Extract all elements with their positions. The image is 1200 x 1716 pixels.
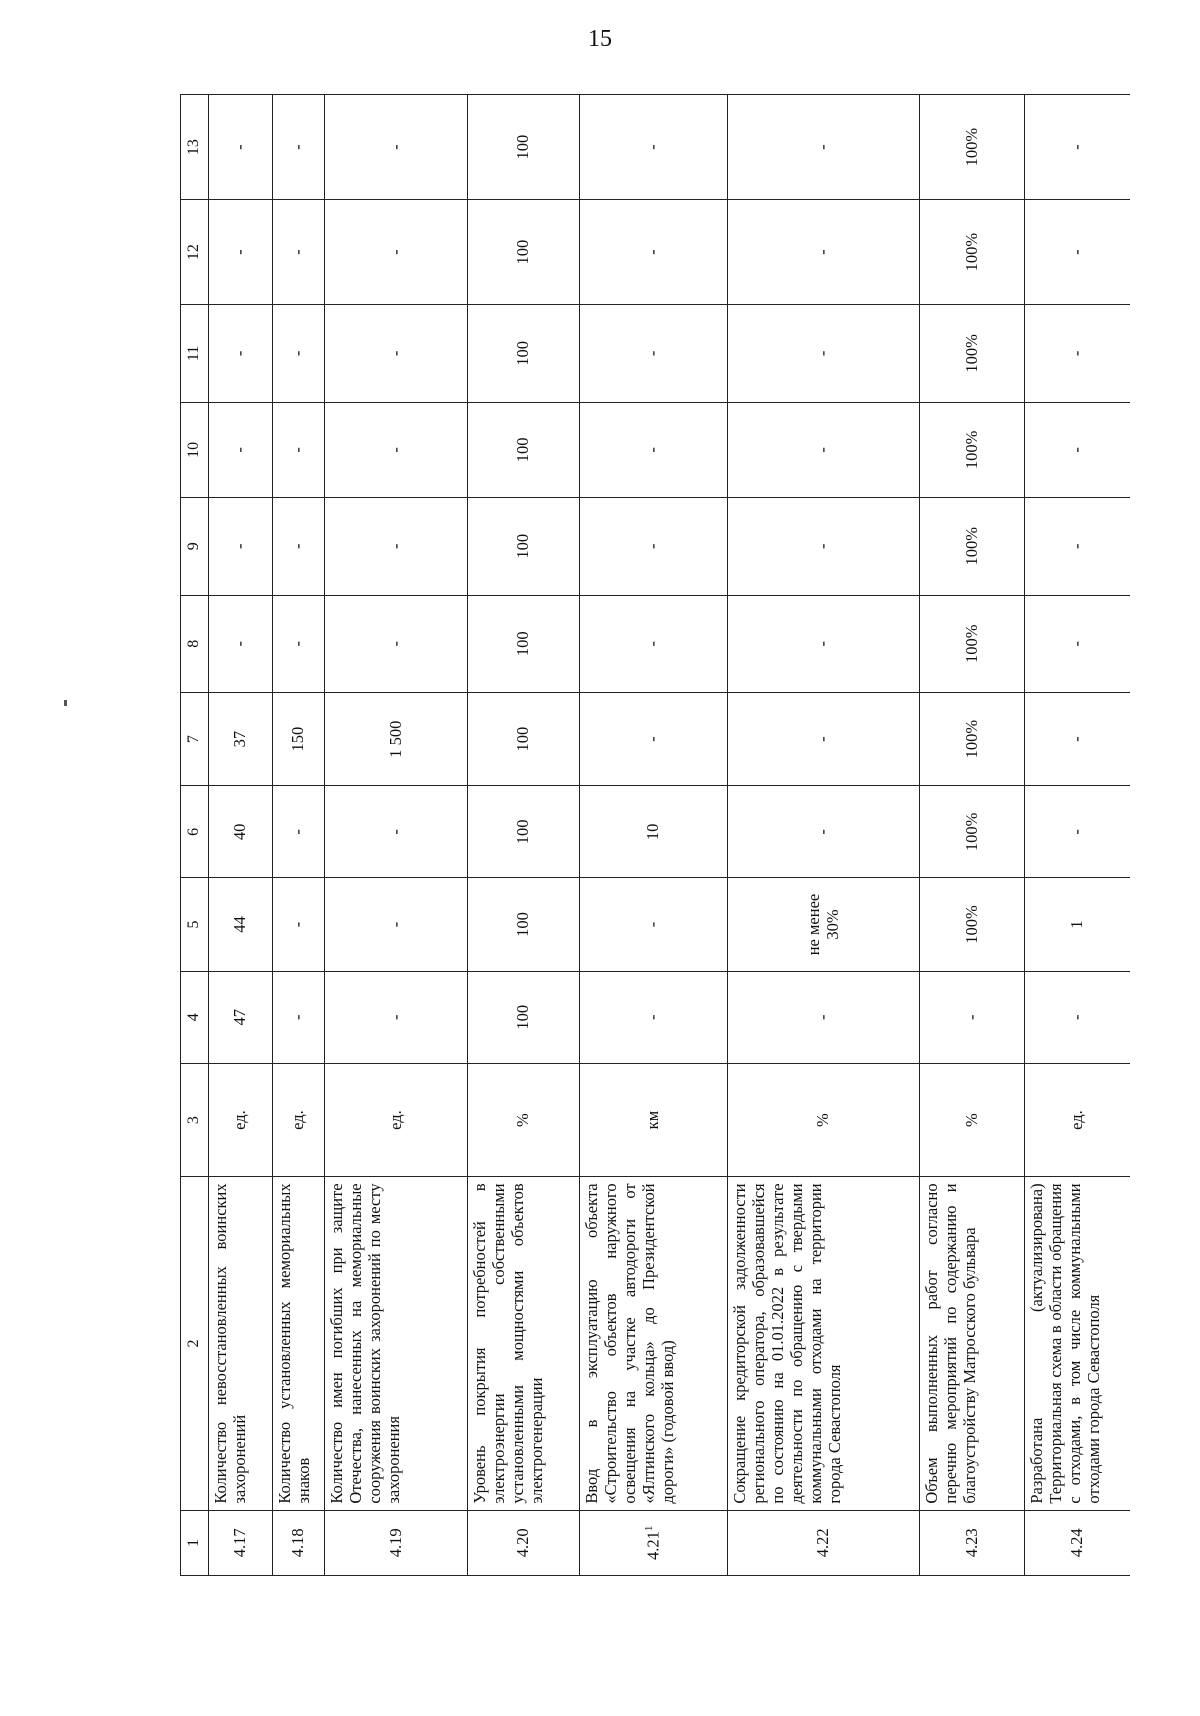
row-number xyxy=(1025,1510,1131,1575)
value-cell: 100 xyxy=(468,595,580,693)
value-cell: 44 xyxy=(209,878,273,971)
value-cell: - xyxy=(580,498,728,596)
value-cell: - xyxy=(325,971,468,1063)
value-cell: 100 xyxy=(468,305,580,403)
value-cell: 100% xyxy=(920,402,1025,497)
header-cell: 1 xyxy=(181,1510,209,1575)
row-number xyxy=(728,1510,920,1575)
table-row xyxy=(920,95,1025,1576)
value-cell: - xyxy=(728,693,920,786)
value-cell: 1 xyxy=(1025,878,1131,971)
indicator-description: Ввод в эксплуатацию объекта «Строительство объектов наружного освещения на участке автодороги от «Ялтинского кольца» до Президентской дороги» (годовой ввод) xyxy=(580,1177,728,1510)
value-cell: - xyxy=(325,786,468,878)
value-cell: 37 xyxy=(209,693,273,786)
row-number-text: 4.21 xyxy=(643,1531,663,1561)
row-number-text: 4.19 xyxy=(385,1528,405,1558)
row-number-text: 4.17 xyxy=(230,1528,250,1558)
value-cell: 47 xyxy=(209,971,273,1063)
value-cell: - xyxy=(209,498,273,596)
value-cell: 100% xyxy=(920,200,1025,305)
header-cell: 2 xyxy=(181,1177,209,1510)
header-cell: 3 xyxy=(181,1063,209,1177)
unit-cell: ед. xyxy=(1025,1063,1131,1177)
value-cell: - xyxy=(728,971,920,1063)
value-cell: - xyxy=(273,786,325,878)
row-number xyxy=(920,1510,1025,1575)
value-cell: - xyxy=(1025,95,1131,200)
value-cell: 100% xyxy=(920,95,1025,200)
row-number-text: 4.18 xyxy=(288,1528,308,1558)
value-cell: - xyxy=(325,402,468,497)
table-header-row xyxy=(181,95,209,1576)
value-cell: - xyxy=(273,95,325,200)
value-cell: - xyxy=(1025,200,1131,305)
value-cell: - xyxy=(273,498,325,596)
value-cell: - xyxy=(1025,786,1131,878)
value-cell: 100 xyxy=(468,786,580,878)
value-cell: - xyxy=(325,595,468,693)
value-cell: - xyxy=(325,95,468,200)
footnote-mark: 1 xyxy=(643,1525,656,1532)
header-cell: 9 xyxy=(181,498,209,596)
row-number xyxy=(209,1510,273,1575)
value-cell: 100 xyxy=(468,95,580,200)
header-cell: 6 xyxy=(181,786,209,878)
table-row xyxy=(580,95,728,1576)
value-cell: - xyxy=(273,200,325,305)
value-cell: - xyxy=(325,305,468,403)
indicator-description: Количество имен погибших при защите Отечества, нанесенных на мемориальные сооружения воинских захоронений по месту захоронения xyxy=(325,1177,468,1510)
value-cell: 100 xyxy=(468,200,580,305)
header-cell: 7 xyxy=(181,693,209,786)
value-cell: - xyxy=(728,200,920,305)
value-cell: - xyxy=(580,595,728,693)
value-cell: 100% xyxy=(920,595,1025,693)
value-cell: 150 xyxy=(273,693,325,786)
value-cell: - xyxy=(325,200,468,305)
value-cell: - xyxy=(920,971,1025,1063)
value-cell: 100 xyxy=(468,693,580,786)
value-cell: - xyxy=(209,595,273,693)
header-cell: 11 xyxy=(181,305,209,403)
value-cell: - xyxy=(728,595,920,693)
indicator-description: Разработана (актуализирована) Территориальная схема в области обращения с отходами, в том числе коммунальными отходами города Севастополя xyxy=(1025,1177,1131,1510)
rotated-table-container xyxy=(180,94,1130,1576)
value-cell: - xyxy=(209,305,273,403)
value-cell: 100% xyxy=(920,786,1025,878)
value-cell: - xyxy=(209,200,273,305)
scan-mark xyxy=(64,700,67,706)
value-cell: 10 xyxy=(580,786,728,878)
value-cell: - xyxy=(325,878,468,971)
value-cell: - xyxy=(1025,305,1131,403)
table-row xyxy=(468,95,580,1576)
value-cell: - xyxy=(728,95,920,200)
row-number-text: 4.20 xyxy=(513,1528,533,1558)
header-cell: 4 xyxy=(181,971,209,1063)
value-cell: - xyxy=(273,305,325,403)
header-cell: 13 xyxy=(181,95,209,200)
value-cell: 100% xyxy=(920,878,1025,971)
indicators-table xyxy=(180,94,1130,1576)
header-cell: 5 xyxy=(181,878,209,971)
value-cell: - xyxy=(273,595,325,693)
page-number: 15 xyxy=(588,26,612,52)
row-number-text: 4.23 xyxy=(961,1528,981,1558)
value-cell: 100% xyxy=(920,305,1025,403)
value-cell: - xyxy=(273,402,325,497)
indicator-description: Уровень покрытия потребностей в электроэнергии собственными установленными мощностями объектов электрогенерации xyxy=(468,1177,580,1510)
value-cell: - xyxy=(580,402,728,497)
value-cell: - xyxy=(580,200,728,305)
table-row xyxy=(325,95,468,1576)
row-number-text: 4.22 xyxy=(813,1528,833,1558)
value-cell: - xyxy=(209,95,273,200)
value-cell: 100 xyxy=(468,971,580,1063)
value-cell: - xyxy=(325,498,468,596)
value-cell: - xyxy=(1025,595,1131,693)
unit-cell: ед. xyxy=(325,1063,468,1177)
value-cell: - xyxy=(1025,498,1131,596)
header-cell: 12 xyxy=(181,200,209,305)
value-cell: - xyxy=(1025,402,1131,497)
table-row xyxy=(273,95,325,1576)
unit-cell: ед. xyxy=(209,1063,273,1177)
unit-cell: % xyxy=(920,1063,1025,1177)
row-number xyxy=(468,1510,580,1575)
value-cell: - xyxy=(580,95,728,200)
value-cell: - xyxy=(273,971,325,1063)
value-cell: - xyxy=(580,971,728,1063)
unit-cell: % xyxy=(468,1063,580,1177)
value-cell: - xyxy=(1025,971,1131,1063)
value-cell: 40 xyxy=(209,786,273,878)
row-number xyxy=(273,1510,325,1575)
header-cell: 10 xyxy=(181,402,209,497)
value-cell: - xyxy=(273,878,325,971)
indicator-description: Количество установленных мемориальных знаков xyxy=(273,1177,325,1510)
value-cell: - xyxy=(580,305,728,403)
value-cell: 100 xyxy=(468,498,580,596)
indicator-description: Сокращение кредиторской задолженности регионального оператора, образовавшейся по состоянию на 01.01.2022 в результате деятельности по обращению с твердыми коммунальными отходами на территории города Севастополя xyxy=(728,1177,920,1510)
table-row xyxy=(209,95,273,1576)
unit-cell: % xyxy=(728,1063,920,1177)
value-cell: - xyxy=(580,878,728,971)
value-cell: - xyxy=(728,402,920,497)
row-number xyxy=(325,1510,468,1575)
value-cell: 100% xyxy=(920,498,1025,596)
value-cell: - xyxy=(209,402,273,497)
value-cell: 1 500 xyxy=(325,693,468,786)
value-cell: - xyxy=(580,693,728,786)
value-cell: - xyxy=(1025,693,1131,786)
table-row xyxy=(728,95,920,1576)
value-cell: - xyxy=(728,498,920,596)
value-cell: 100 xyxy=(468,878,580,971)
value-cell: - xyxy=(728,305,920,403)
header-cell: 8 xyxy=(181,595,209,693)
value-cell: 100 xyxy=(468,402,580,497)
value-cell: - xyxy=(728,786,920,878)
row-number-text: 4.24 xyxy=(1067,1528,1087,1558)
table-row xyxy=(1025,95,1131,1576)
row-number xyxy=(580,1510,728,1575)
indicator-description: Объем выполненных работ согласно перечню мероприятий по содержанию и благоустройству Матросского бульвара xyxy=(920,1177,1025,1510)
unit-cell: ед. xyxy=(273,1063,325,1177)
value-cell: не менее 30% xyxy=(728,878,920,971)
indicator-description: Количество невосстановленных воинских захоронений xyxy=(209,1177,273,1510)
unit-cell: км xyxy=(580,1063,728,1177)
value-cell: 100% xyxy=(920,693,1025,786)
